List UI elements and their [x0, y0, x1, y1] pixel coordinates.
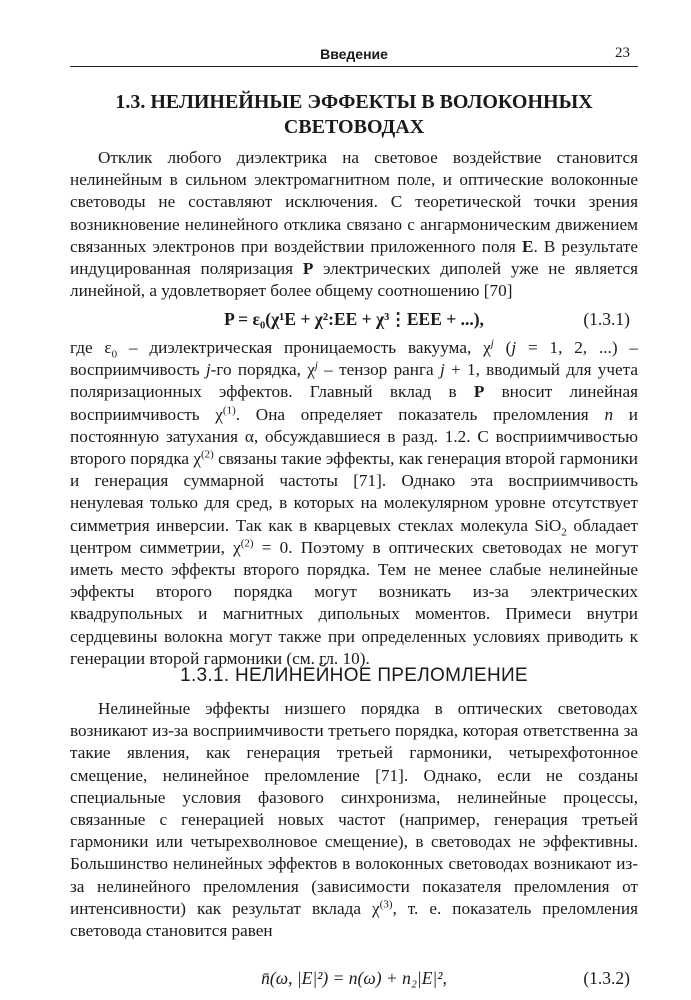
var: j	[205, 360, 211, 380]
subscript: 0	[111, 348, 118, 361]
symbol-p: P	[473, 382, 485, 402]
superscript: (3)	[379, 898, 393, 911]
text: . Она определяет показатель преломления	[235, 404, 605, 424]
section-title	[70, 90, 638, 140]
text: + 1, вводимый для учета поляризационных эффектов. Главный вклад в	[70, 360, 638, 402]
paragraph-susceptibility	[70, 337, 638, 670]
page-number: 23	[615, 45, 630, 61]
running-header	[70, 40, 638, 67]
text: -го порядка, χ	[210, 360, 315, 380]
superscript: j	[490, 337, 494, 350]
var: j	[511, 338, 517, 357]
subscript: 2	[561, 526, 567, 539]
text: электрических диполей уже не является линейной, а удовлетворяет более общему соотношению [70]	[70, 259, 638, 301]
text: – тензор ранга	[317, 360, 440, 380]
var: n	[604, 404, 614, 424]
text: и постоянную затухания α, обсуждавшиеся в разд. 1.2. С восприимчивостью второго порядка χ	[70, 404, 638, 469]
equation-number: (1.3.1)	[583, 309, 630, 329]
text: вносит линейная восприимчивость χ	[70, 382, 638, 424]
text: , т. е. показатель преломления световода становится равен	[70, 898, 638, 941]
paragraph-nonlinear-refraction	[70, 698, 638, 942]
superscript: j	[314, 359, 318, 372]
superscript: (1)	[222, 403, 236, 416]
equation-number: (1.3.2)	[583, 968, 630, 988]
text: обладает центром симметрии, χ	[70, 515, 638, 557]
section-title-line-1: 1.3. НЕЛИНЕЙНЫЕ ЭФФЕКТЫ В ВОЛОКОННЫХ	[115, 91, 593, 113]
text: Нелинейные эффекты низшего порядка в оптических световодах возникают из-за восприимчивости третьего порядка, которая ответственна за такие явления, как генерация третьей гармоники, четырехфотонное смещение, нелинейное преломление [71]. Однако, если не созданы специальные условия фазового синхронизма, нелинейные процессы, связанные с генерацией новых частот (например, генерация третьей гармоники или четырехволновое смещение), в световодах не эффективны. Большинство нелинейных эффектов в волоконных световодах возникают из-за нелинейного преломления (зависимости показателя преломления от интенсивности) как результат вклада χ	[70, 699, 638, 918]
paragraph-intro	[70, 147, 638, 302]
symbol-e: E	[521, 236, 534, 256]
equation-expression: n̄(ω, |E|²) = n(ω) + n₂|E|²,	[261, 968, 447, 988]
section-title-line-2: СВЕТОВОДАХ	[283, 116, 425, 138]
text: . В результате индуцированная поляризация	[70, 236, 638, 279]
text: = 1, 2, ...) – восприимчивость	[70, 338, 638, 380]
subsection-title: 1.3.1. НЕЛИНЕЙНОЕ ПРЕЛОМЛЕНИЕ	[180, 665, 528, 686]
text: связаны такие эффекты, как генерация второй гармоники и генерация суммарной частоты [71]. Однако эта восприимчивость ненулевая только для сред, в которых на молекулярном уровне отсутствует симметрия инверсии. Так как в кварцевых стеклах молекула SiO	[70, 449, 638, 535]
equation-expression: P = ε₀(χ¹E + χ²:EE + χ³⋮EEE + ...),	[224, 309, 484, 329]
symbol-p: P	[302, 259, 314, 279]
text: Отклик любого диэлектрика на световое воздействие становится нелинейным в сильном электромагнитном поле, и оптические волоконные световоды не составляют исключения. С теоретической точки зрения возникновение нелинейного отклика связано с ангармоническим движением связанных электронов при воздействии приложенного поля	[70, 148, 638, 256]
superscript: (2)	[240, 537, 254, 550]
superscript: (2)	[201, 448, 214, 461]
text: = 0. Поэтому в оптических световодах не могут иметь место эффекты второго порядка. Тем не менее слабые нелинейные эффекты второго порядка могут возникать из-за электрических квадрупольных и магнитных дипольных моментов. Примеси внутри сердцевины волокна могут также при определенных условиях приводить к генерации второй гармоники (см. гл. 10).	[70, 537, 639, 668]
text: – диэлектрическая проницаемость вакуума, χ	[117, 338, 491, 357]
running-title: Введение	[320, 46, 388, 62]
equation-1-3-2	[70, 966, 638, 990]
text: где ε	[70, 338, 112, 357]
text: (	[493, 338, 512, 357]
var: j	[439, 360, 445, 380]
equation-1-3-1	[70, 307, 638, 331]
